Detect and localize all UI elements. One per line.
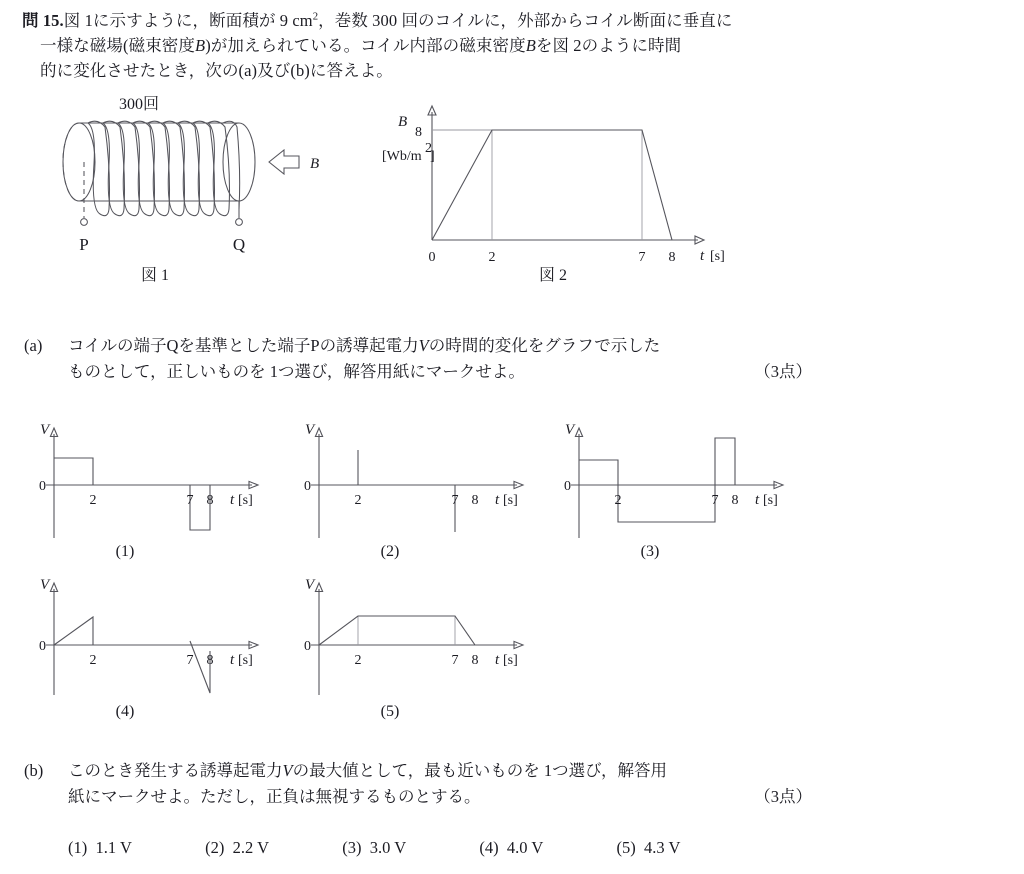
- option-5-x-unit-label: [s]: [503, 653, 518, 668]
- answer-choice-1-value: 1.1 V: [95, 838, 132, 857]
- part-b-line-1: [68, 758, 814, 784]
- figure-1-caption: 図 1: [140, 267, 169, 284]
- part-b-line-1-pre: このとき発生する誘導起電力: [68, 761, 283, 780]
- option-5-data-trace: [319, 616, 475, 645]
- option-2-zero-label: 0: [304, 479, 311, 494]
- answer-choice-1-label: (1): [68, 838, 88, 857]
- option-2-axes: [311, 428, 523, 538]
- part-b-label: (b): [24, 761, 44, 780]
- figure-2-y-tick-8: 8: [415, 125, 422, 140]
- turns-label: 300回: [118, 96, 160, 113]
- option-graph-1: [24, 420, 274, 540]
- problem-line-2-symbol-b1: B: [195, 36, 206, 55]
- figure-2-y-unit-label: [382, 141, 435, 164]
- answer-choice-4[interactable]: [479, 838, 612, 858]
- answer-choice-3-label: (3): [342, 838, 362, 857]
- option-5-zero-label: 0: [304, 639, 311, 654]
- option-graph-5: [289, 575, 539, 700]
- answer-choice-2[interactable]: [205, 838, 338, 858]
- part-a-points: （3点）: [754, 362, 812, 381]
- option-3-caption: (3): [640, 543, 660, 560]
- part-a-line-1: [68, 333, 814, 359]
- option-graph-3-svg: [549, 420, 799, 540]
- answer-choice-2-label: (2): [205, 838, 225, 857]
- option-4-y-axis-label: V: [40, 577, 50, 593]
- problem-line-2: [22, 33, 812, 58]
- figure-2-x-tick-2: 2: [488, 250, 496, 265]
- figure-2-caption: 図 2: [538, 267, 567, 284]
- part-a-text: [68, 333, 814, 385]
- figure-2-axes: [428, 106, 704, 244]
- problem-line-2-b: )が加えられている。コイル内部の磁束密度: [205, 36, 526, 55]
- option-5-guides: [358, 616, 455, 645]
- problem-line-2-symbol-b2: B: [525, 36, 536, 55]
- figure-2-data-trace: [432, 130, 672, 240]
- figure-1-coil: [46, 96, 346, 254]
- option-4-axes: [46, 583, 258, 695]
- answer-choice-4-label: (4): [479, 838, 499, 857]
- option-3-data-trace: [579, 438, 735, 522]
- answer-choice-list: [68, 838, 750, 858]
- part-a-line-2-text: ものとして，正しいものを 1つ選び，解答用紙にマークせよ。: [68, 362, 525, 381]
- option-5-caption: (5): [380, 703, 400, 720]
- option-3-zero-label: 0: [564, 479, 571, 494]
- option-5-x-tick-7: 7: [451, 653, 459, 668]
- option-graph-5-svg: [289, 575, 539, 700]
- option-4-x-axis-label: t: [230, 652, 235, 668]
- option-4-x-tick-7: 7: [186, 653, 194, 668]
- option-5-x-axis-label: t: [495, 652, 500, 668]
- problem-line-1-post: ，巻数 300 回のコイルに，外部からコイル断面に垂直に: [318, 11, 733, 30]
- option-2-caption: (2): [380, 543, 400, 560]
- figure-2-y-unit-close: ]: [430, 149, 435, 164]
- problem-line-2-c: を図 2のように時間: [535, 36, 682, 55]
- option-graph-2-svg: [289, 420, 539, 540]
- answer-choice-5[interactable]: [617, 838, 750, 858]
- answer-choice-3[interactable]: [342, 838, 475, 858]
- option-3-x-tick-7: 7: [711, 493, 719, 508]
- option-3-x-unit-label: [s]: [763, 493, 778, 508]
- field-label-b: B: [310, 156, 320, 172]
- option-4-x-tick-8: 8: [206, 653, 214, 668]
- coil-lead-q: [236, 201, 243, 225]
- problem-line-1: [22, 8, 812, 33]
- option-4-zero-label: 0: [39, 639, 46, 654]
- problem-statement: [22, 8, 812, 83]
- problem-number: 問 15.: [22, 11, 64, 30]
- option-3-x-tick-2: 2: [614, 493, 622, 508]
- option-2-x-tick-7: 7: [451, 493, 459, 508]
- figure-2-guides: [432, 130, 642, 240]
- part-a-symbol-v: V: [418, 336, 429, 355]
- option-graph-2: [289, 420, 539, 540]
- option-graph-4-svg: [24, 575, 274, 700]
- option-1-pulse-positive: [54, 458, 93, 485]
- figure-1-svg: [46, 96, 346, 254]
- option-4-x-tick-2: 2: [89, 653, 97, 668]
- figure-2-svg: [382, 100, 725, 265]
- option-graph-4: [24, 575, 274, 700]
- option-2-x-tick-8: 8: [471, 493, 479, 508]
- part-b-symbol-v: V: [282, 761, 293, 780]
- part-b-line-2: [68, 784, 814, 810]
- part-b-text: [68, 758, 814, 810]
- figure-2-y-axis-label: B: [398, 114, 408, 130]
- option-1-x-tick-7: 7: [186, 493, 194, 508]
- problem-line-1-pre: 図 1に示すように，断面積が 9 cm: [63, 11, 313, 30]
- option-1-x-axis-label: t: [230, 492, 235, 508]
- answer-choice-4-value: 4.0 V: [506, 838, 544, 857]
- figure-2-flux-graph: [382, 100, 725, 265]
- figure-2-x-unit-label: [s]: [710, 249, 725, 264]
- figure-2-x-tick-8: 8: [668, 250, 676, 265]
- part-a-block: [24, 333, 814, 385]
- option-1-axes: [46, 428, 258, 538]
- figure-2-x-tick-7: 7: [638, 250, 646, 265]
- part-b-points: （3点）: [754, 787, 812, 806]
- part-a-line-1-post: の時間的変化をグラフで示した: [428, 336, 661, 355]
- problem-line-1-sup: 2: [312, 10, 319, 23]
- part-a-line-1-pre: コイルの端子Qを基準とした端子Pの誘導起電力: [68, 336, 419, 355]
- part-b-line-1-post: の最大値として，最も近いものを 1つ選び，解答用: [292, 761, 667, 780]
- option-2-y-axis-label: V: [305, 422, 315, 438]
- option-1-y-axis-label: V: [40, 422, 50, 438]
- terminal-label-q: Q: [232, 235, 246, 254]
- option-5-y-axis-label: V: [305, 577, 315, 593]
- answer-choice-1[interactable]: [68, 838, 201, 858]
- part-b-line-2-text: 紙にマークせよ。ただし，正負は無視するものとする。: [68, 787, 481, 806]
- option-2-x-tick-2: 2: [354, 493, 362, 508]
- answer-choice-5-label: (5): [616, 838, 636, 857]
- part-a-line-2: [68, 359, 814, 385]
- terminal-label-p: P: [79, 235, 89, 254]
- figure-2-y-unit-sup: 2: [425, 141, 432, 156]
- option-1-caption: (1): [115, 543, 135, 560]
- option-graph-3: [549, 420, 799, 540]
- field-arrow-icon: [269, 150, 299, 174]
- option-3-y-axis-label: V: [565, 422, 575, 438]
- part-a-label: (a): [24, 336, 43, 355]
- problem-line-3: 的に変化させたとき，次の(a)及び(b)に答えよ。: [40, 61, 393, 80]
- option-1-x-tick-8: 8: [206, 493, 214, 508]
- option-5-x-tick-8: 8: [471, 653, 479, 668]
- option-4-caption: (4): [115, 703, 135, 720]
- part-b-block: [24, 758, 814, 810]
- coil-lead-p: [81, 162, 88, 225]
- figure-2-x-tick-0: 0: [428, 250, 436, 265]
- option-2-x-unit-label: [s]: [503, 493, 518, 508]
- figure-2-x-axis-label: t: [700, 248, 705, 264]
- answer-choice-2-value: 2.2 V: [232, 838, 269, 857]
- option-graph-1-svg: [24, 420, 274, 540]
- option-1-x-unit-label: [s]: [238, 493, 253, 508]
- option-4-ramp-positive: [54, 617, 93, 645]
- answer-choice-5-value: 4.3 V: [644, 838, 681, 857]
- answer-choice-3-value: 3.0 V: [369, 838, 407, 857]
- figure-2-y-unit-open: [Wb/m: [382, 149, 422, 164]
- option-3-x-tick-8: 8: [731, 493, 739, 508]
- option-5-x-tick-2: 2: [354, 653, 362, 668]
- option-1-zero-label: 0: [39, 479, 46, 494]
- option-5-axes: [311, 583, 523, 695]
- option-4-x-unit-label: [s]: [238, 653, 253, 668]
- option-1-x-tick-2: 2: [89, 493, 97, 508]
- option-3-x-axis-label: t: [755, 492, 760, 508]
- problem-line-2-a: 一様な磁場(磁束密度: [40, 36, 195, 55]
- option-2-x-axis-label: t: [495, 492, 500, 508]
